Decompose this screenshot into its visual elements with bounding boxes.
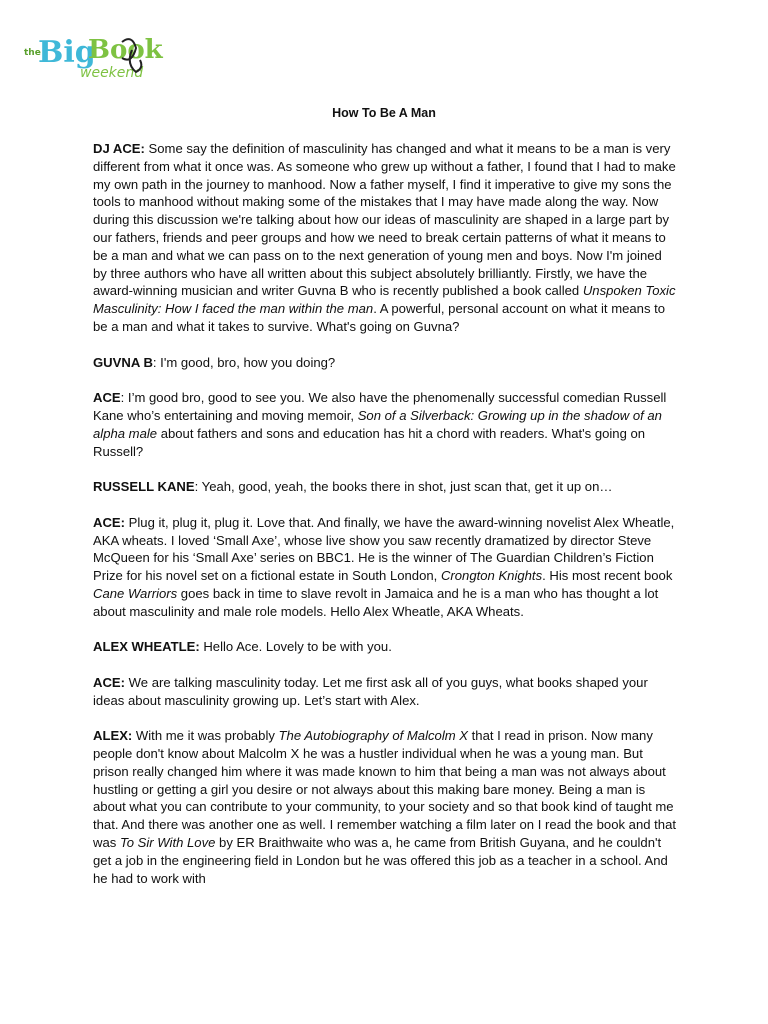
svg-text:Book: Book	[88, 35, 163, 65]
speech-text: Hello Ace. Lovely to be with you.	[199, 639, 392, 655]
speaker-name: DJ ACE:	[93, 141, 145, 156]
transcript-paragraph	[93, 638, 676, 656]
speech-text: goes back in time to slave revolt in Jamaica and he is a man who has thought a lot about masculinity and male role models. Hello Alex Wheatle, AKA Wheats.	[93, 585, 659, 619]
book-title-text: The Autobiography of Malcolm X	[278, 728, 469, 744]
transcript-paragraph	[93, 140, 676, 336]
svg-text:Big: Big	[38, 35, 96, 70]
speaker-name: GUVNA B	[93, 354, 153, 370]
speech-text: : Yeah, good, yeah, the books there in shot, just scan that, get it up on…	[194, 479, 613, 495]
speaker-name: RUSSELL KANE	[93, 479, 195, 495]
speech-text: that I read in prison. Now many people don't know about Malcolm X he was a hustler individual when he was a young man. But prison really changed him where it was made known to him that being a man was not always about hustling or getting a girl you desire or not always about this making bare money. Being a man is about what you can contribute to your community, to your society and so that book kind of taught me that. And there was another one as well. I remember watching a film later on I read the book and that was	[93, 728, 677, 851]
speaker-name: ACE:	[93, 514, 126, 530]
speech-text: With me it was probably	[132, 728, 279, 744]
speech-text: by ER Braithwaite who was a, he came from British Guyana, and he couldn't get a job in the engineering field in London but he was offered this job as a teacher in a school. And he had to work with	[93, 835, 668, 886]
svg-text:the: the	[24, 48, 41, 58]
transcript-body	[93, 140, 676, 905]
big-book-weekend-logo	[18, 14, 172, 94]
transcript-paragraph	[93, 354, 676, 372]
speaker-name: ALEX:	[93, 728, 133, 744]
transcript-paragraph	[93, 514, 676, 621]
book-title-text: Cane Warriors	[93, 585, 178, 601]
transcript-paragraph	[93, 727, 676, 887]
book-title-text: Crongton Knights	[440, 568, 543, 584]
speech-text: Some say the definition of masculinity has changed and what it means to be a man is very different from what it once was. As someone who grew up without a father, I found that I had to make my own path in the journey to manhood. Now a father myself, I find it imperative to give my sons the tools to manhood without making some of the mistakes that I may have made along the way. Now during this discussion we're talking about how our ideas of masculinity are shaped in a large part by our fathers, friends and peer groups and how we need to break certain patterns of what it means to be a man and what we can pass on to the next generation of young men and boys. Now I'm joined by three authors who have all written about this subject absolutely brilliantly. Firstly, we have the award-winning musician and writer Guvna B who is recently published a book called	[93, 141, 676, 299]
speaker-name: ALEX WHEATLE:	[93, 639, 200, 655]
transcript-paragraph	[93, 478, 676, 496]
document-title: How To Be A Man	[332, 106, 436, 120]
speaker-name: ACE	[93, 390, 121, 406]
speaker-name: ACE:	[93, 674, 126, 690]
book-title-text: Unspoken Toxic Masculinity: How I faced the man within the man	[93, 283, 676, 317]
speech-text: We are talking masculinity today. Let me first ask all of you guys, what books shaped your ideas about masculinity growing up. Let’s start with Alex.	[93, 674, 648, 708]
svg-text:weekend: weekend	[80, 65, 144, 81]
book-title-text: Son of a Silverback: Growing up in the shadow of an alpha male	[93, 407, 662, 441]
speech-text: . His most recent book	[542, 568, 673, 584]
transcript-paragraph	[93, 674, 676, 710]
speech-text: . A powerful, personal account on what it means to be a man and what it takes to survive. What's going on Guvna?	[93, 301, 666, 334]
book-title-text: To Sir With Love	[119, 835, 216, 851]
speech-text: about fathers and sons and education has hit a chord with readers. What's going on Russell?	[93, 425, 646, 459]
speech-text: : I'm good, bro, how you doing?	[152, 354, 336, 370]
transcript-paragraph	[93, 389, 676, 460]
speech-text: : I’m good bro, good to see you. We also have the phenomenally successful comedian Russell Kane who’s entertaining and moving memoir,	[93, 390, 667, 423]
speech-text: Plug it, plug it, plug it. Love that. And finally, we have the award-winning novelist Alex Wheatle, AKA wheats. I loved ‘Small Axe’, whose live show you saw recently dramatized by director Steve McQueen for his ‘Small Axe’ series on BBC1. He is the winner of The Guardian Children’s Fiction Prize for his novel set on a fictional estate in South London,	[93, 514, 675, 584]
